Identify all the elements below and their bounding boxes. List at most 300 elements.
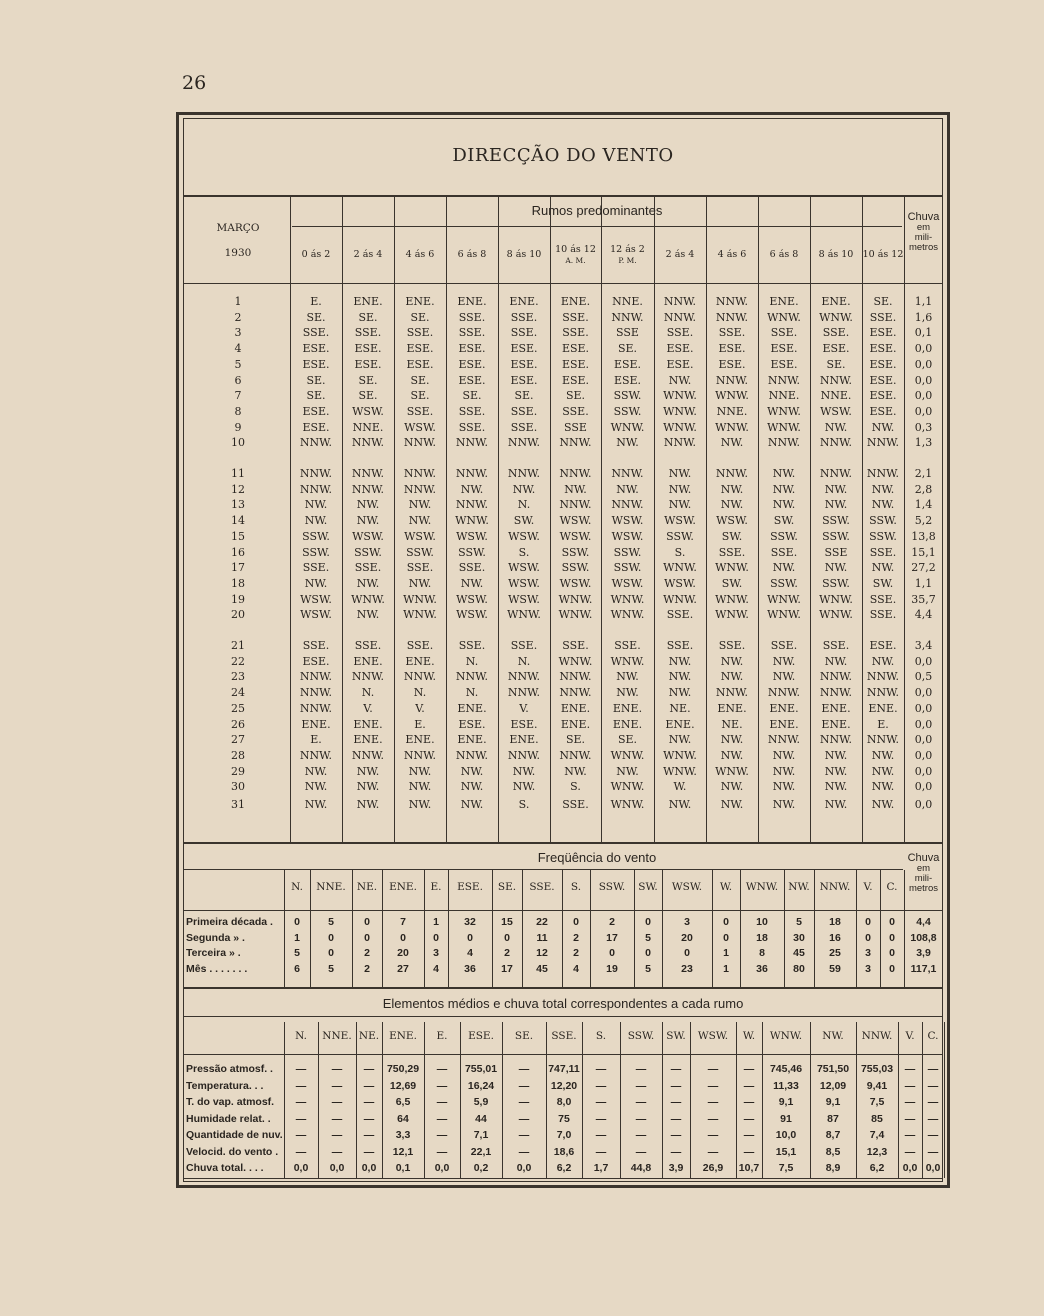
- wind-direction-cell: SSE.: [718, 639, 746, 652]
- wind-direction-cell: NW.: [720, 780, 744, 794]
- wind-direction-cell: NW.: [408, 764, 432, 778]
- wind-direction-cell: NW.: [304, 514, 328, 528]
- day-number: 24: [231, 686, 245, 700]
- wind-direction-cell: SE.: [410, 389, 430, 403]
- wind-direction-cell: SSW.: [406, 545, 434, 559]
- elements-cell: —: [743, 1096, 755, 1108]
- elements-cell: 75: [558, 1112, 570, 1125]
- wind-direction-cell: SSE.: [718, 326, 746, 340]
- wind-direction-cell: ENE.: [717, 701, 747, 715]
- frequency-column-header: ENE.: [389, 881, 417, 893]
- elements-cell: —: [670, 1129, 682, 1141]
- wind-direction-cell: SE.: [565, 389, 586, 403]
- elements-row-label: Temperatura. . .: [186, 1079, 264, 1092]
- wind-direction-cell: S.: [674, 545, 686, 559]
- wind-direction-cell: NW.: [871, 798, 895, 811]
- wind-direction-cell: NW.: [871, 654, 895, 668]
- wind-direction-cell: NNW.: [559, 670, 592, 684]
- wind-direction-cell: SSE.: [770, 326, 798, 340]
- rain-cell: 5,2: [914, 514, 933, 528]
- elements-cell: 12,69: [389, 1079, 417, 1092]
- wind-direction-cell: NW.: [512, 482, 536, 496]
- wind-direction-cell: S.: [518, 545, 530, 559]
- wind-direction-cell: WSW.: [508, 529, 540, 543]
- frequency-cell: 2: [364, 962, 370, 975]
- wind-direction-cell: ENE.: [769, 295, 799, 308]
- wind-direction-cell: NNW.: [866, 467, 900, 480]
- frequency-cell: 5: [796, 916, 802, 928]
- wind-direction-cell: NNW.: [559, 748, 592, 762]
- elements-column-header: SE.: [514, 1030, 534, 1042]
- wind-direction-cell: SSE.: [562, 639, 589, 652]
- freq-bottom-rule: [183, 987, 943, 989]
- wind-direction-cell: SSE.: [406, 639, 434, 652]
- frequency-column-header: ESE.: [457, 881, 483, 893]
- frequency-column-header: NNE.: [316, 881, 346, 893]
- day-number: 15: [231, 529, 245, 543]
- wind-direction-cell: SE.: [306, 373, 326, 387]
- wind-direction-cell: WNW.: [610, 592, 645, 606]
- day-number: 8: [234, 404, 242, 418]
- wind-direction-cell: SSE.: [302, 561, 330, 575]
- wind-direction-cell: NW.: [668, 498, 692, 512]
- wind-direction-cell: NNW.: [299, 686, 333, 700]
- elements-cell: —: [363, 1112, 375, 1125]
- wind-direction-cell: NW.: [720, 748, 744, 762]
- elements-cell: 8,5: [825, 1145, 841, 1158]
- frequency-column-header: WNW.: [745, 881, 779, 893]
- elem-header-rule: [183, 1054, 943, 1055]
- wind-direction-cell: ENE.: [457, 733, 487, 747]
- rain-cell: 15,1: [911, 545, 936, 559]
- day-number: 30: [231, 780, 245, 794]
- frequency-cell: 4: [467, 947, 473, 959]
- frequency-cell: 18: [756, 931, 768, 944]
- elements-cell: —: [635, 1129, 647, 1141]
- elements-cell: —: [927, 1129, 939, 1141]
- frequency-row-label: Segunda » .: [186, 931, 245, 944]
- frequency-cell: 3: [865, 962, 871, 975]
- elements-cell: 7,1: [473, 1129, 489, 1141]
- wind-direction-cell: ESE.: [770, 357, 798, 371]
- elements-cell: —: [295, 1112, 307, 1125]
- elements-column-header: WSW.: [697, 1030, 729, 1042]
- wind-direction-cell: WNW.: [767, 420, 801, 434]
- wind-direction-cell: ESE.: [718, 357, 746, 371]
- wind-direction-cell: ENE.: [560, 701, 591, 715]
- wind-direction-cell: WNW.: [610, 608, 645, 622]
- wind-direction-cell: NW.: [356, 798, 380, 811]
- frequency-cell: 5: [328, 916, 334, 928]
- wind-direction-cell: SSE.: [458, 404, 486, 418]
- wind-direction-cell: ESE.: [869, 389, 897, 403]
- elements-cell: 7,5: [778, 1162, 794, 1174]
- wind-direction-cell: NNW.: [299, 670, 333, 684]
- elements-column-header: ESE.: [468, 1030, 494, 1042]
- day-number: 18: [231, 576, 245, 590]
- wind-direction-cell: ENE.: [769, 701, 799, 715]
- elements-cell: —: [707, 1112, 719, 1125]
- elements-cell: 64: [397, 1112, 409, 1125]
- wind-direction-cell: NW.: [824, 780, 848, 794]
- wind-direction-cell: WNW.: [507, 608, 541, 622]
- elements-cell: —: [595, 1063, 607, 1075]
- day-number: 20: [231, 608, 245, 622]
- frequency-column-header: SW.: [638, 881, 658, 893]
- rain-cell: 0,0: [914, 780, 933, 794]
- wind-direction-cell: NW.: [408, 798, 432, 811]
- wind-direction-cell: N.: [413, 686, 427, 700]
- elements-cell: 7,4: [869, 1129, 885, 1141]
- wind-direction-cell: NW.: [772, 498, 796, 512]
- frequency-cell: 2: [504, 947, 510, 959]
- wind-direction-cell: WNW.: [715, 420, 749, 434]
- wind-direction-cell: SSE.: [869, 310, 897, 324]
- elements-cell: 9,1: [778, 1096, 794, 1108]
- day-number: 5: [234, 357, 242, 371]
- elements-cell: —: [927, 1063, 939, 1075]
- elements-cell: 0,0: [361, 1162, 377, 1174]
- wind-direction-cell: NNW.: [403, 436, 437, 450]
- wind-direction-cell: WNW.: [558, 608, 593, 622]
- hour-header: 4 ás 6: [717, 249, 747, 260]
- elements-cell: —: [904, 1112, 916, 1125]
- wind-direction-cell: WSW.: [456, 608, 488, 622]
- wind-direction-cell: ENE.: [353, 654, 383, 668]
- rain-cell: 0,0: [914, 389, 933, 403]
- wind-direction-cell: NW.: [668, 482, 692, 496]
- wind-direction-cell: SE.: [358, 310, 378, 324]
- wind-direction-cell: NW.: [668, 670, 692, 684]
- wind-direction-cell: NW.: [720, 436, 744, 450]
- wind-direction-cell: NNW.: [819, 686, 853, 700]
- elements-cell: 10,7: [738, 1162, 760, 1174]
- elements-cell: —: [363, 1096, 375, 1108]
- elements-cell: —: [518, 1079, 530, 1092]
- wind-direction-cell: ESE.: [510, 373, 538, 387]
- elements-cell: —: [904, 1079, 916, 1092]
- wind-direction-cell: NW.: [408, 576, 432, 590]
- hour-header: 8 ás 10: [818, 249, 854, 260]
- wind-direction-cell: ENE.: [301, 717, 331, 731]
- wind-direction-cell: E.: [310, 295, 322, 308]
- wind-direction-cell: SSE.: [302, 639, 330, 652]
- elements-cell: —: [363, 1145, 375, 1158]
- wind-direction-cell: E.: [877, 717, 889, 731]
- elements-cell: —: [743, 1063, 755, 1075]
- elements-cell: —: [518, 1096, 530, 1108]
- wind-direction-cell: NW.: [564, 764, 587, 778]
- wind-direction-cell: NNW.: [663, 295, 697, 308]
- wind-direction-cell: NNW.: [559, 498, 592, 512]
- elements-cell: —: [436, 1096, 448, 1108]
- elements-cell: —: [670, 1112, 682, 1125]
- wind-direction-cell: ENE.: [457, 701, 487, 715]
- frequency-column-header: W.: [719, 881, 733, 893]
- wind-direction-cell: SSE.: [666, 608, 694, 622]
- wind-direction-cell: NNW.: [663, 310, 697, 324]
- elements-cell: —: [518, 1145, 530, 1158]
- wind-direction-cell: NNW.: [767, 436, 801, 450]
- wind-direction-cell: NNW.: [715, 467, 749, 480]
- wind-direction-cell: NW.: [824, 764, 848, 778]
- rain-cell: 0,0: [914, 798, 933, 811]
- wind-direction-cell: SSW.: [302, 545, 330, 559]
- wind-direction-cell: WNW.: [455, 514, 489, 528]
- rain-cell: 0,0: [914, 342, 933, 356]
- elements-cell: —: [927, 1079, 939, 1092]
- wind-direction-cell: ENE.: [821, 295, 851, 308]
- frequency-cell: 17: [501, 962, 513, 975]
- wind-direction-cell: NE.: [721, 717, 743, 731]
- wind-direction-cell: ESE.: [561, 373, 590, 387]
- wind-direction-cell: SSE.: [562, 798, 589, 811]
- wind-direction-cell: NW.: [720, 798, 744, 811]
- frequency-row-label: Mês . . . . . . .: [186, 962, 248, 975]
- elements-cell: 751,50: [816, 1063, 850, 1075]
- elem-bottom-rule: [183, 1178, 943, 1179]
- wind-direction-cell: ESE.: [302, 420, 330, 434]
- elements-cell: —: [707, 1145, 719, 1158]
- hour-header: P. M.: [618, 256, 637, 265]
- wind-direction-cell: NW.: [304, 498, 328, 512]
- frequency-cell: 0: [364, 931, 370, 944]
- elements-cell: 0,0: [902, 1162, 918, 1174]
- frequency-column-header: N.: [291, 881, 303, 893]
- wind-direction-cell: NW.: [512, 764, 536, 778]
- wind-direction-cell: NNW.: [455, 498, 489, 512]
- rain-cell: 0,0: [914, 654, 933, 668]
- wind-direction-cell: WNW.: [715, 608, 749, 622]
- wind-direction-cell: ESE.: [302, 404, 330, 418]
- wind-direction-cell: NNW.: [455, 467, 489, 480]
- frequency-cell: 0: [328, 931, 334, 944]
- wind-direction-cell: NW.: [356, 576, 380, 590]
- frequency-cell: 27: [397, 962, 409, 975]
- wind-direction-cell: ENE.: [612, 717, 643, 731]
- rain-cell: 1,3: [914, 436, 933, 450]
- frequency-cell: 2: [573, 931, 579, 944]
- wind-direction-cell: NW.: [772, 764, 796, 778]
- wind-direction-cell: SSE.: [869, 545, 897, 559]
- wind-direction-cell: NW.: [824, 498, 848, 512]
- elements-cell: —: [518, 1112, 530, 1125]
- frequency-cell: 80: [793, 962, 805, 975]
- wind-direction-cell: NW.: [616, 670, 639, 684]
- day-number: 3: [234, 326, 242, 340]
- wind-direction-cell: NW.: [871, 420, 895, 434]
- wind-direction-cell: ESE.: [302, 654, 330, 668]
- elements-cell: 3,9: [668, 1162, 684, 1174]
- elements-cell: —: [743, 1145, 755, 1158]
- elements-cell: —: [518, 1063, 530, 1075]
- wind-direction-cell: SW.: [872, 576, 894, 590]
- wind-direction-cell: NW.: [460, 482, 484, 496]
- wind-direction-cell: SSE.: [614, 639, 641, 652]
- frequency-column-header: E.: [430, 881, 442, 893]
- day-number: 14: [231, 514, 245, 528]
- rain-header-line: em: [916, 863, 931, 874]
- wind-direction-cell: SSE.: [510, 326, 538, 340]
- wind-direction-cell: SSW.: [613, 389, 642, 403]
- wind-direction-cell: WSW.: [456, 529, 488, 543]
- elements-cell: 44,8: [630, 1162, 652, 1174]
- wind-direction-cell: SSE.: [510, 310, 538, 324]
- frequency-cell: 45: [793, 947, 805, 959]
- wind-direction-cell: WNW.: [715, 389, 749, 403]
- wind-direction-cell: WNW.: [715, 592, 749, 606]
- day-number: 10: [231, 436, 245, 450]
- wind-direction-cell: NNW.: [455, 436, 489, 450]
- wind-direction-cell: SE.: [617, 733, 638, 747]
- wind-direction-cell: SSW.: [613, 404, 642, 418]
- rain-cell: 0,3: [914, 420, 933, 434]
- wind-direction-cell: NNE.: [820, 389, 852, 403]
- wind-direction-cell: WNW.: [767, 608, 801, 622]
- wind-direction-cell: ENE.: [457, 295, 487, 308]
- rain-cell: 0,5: [914, 670, 933, 684]
- wind-direction-cell: SE.: [462, 389, 482, 403]
- wind-direction-cell: SE.: [410, 373, 430, 387]
- wind-direction-cell: SSE.: [770, 639, 798, 652]
- frequency-title: Freqüência do vento: [537, 850, 657, 865]
- frequency-cell: 0: [889, 931, 895, 944]
- wind-direction-cell: SSE.: [822, 326, 850, 340]
- wind-direction-cell: NNW.: [715, 686, 749, 700]
- wind-direction-cell: ESE.: [770, 342, 798, 356]
- wind-direction-cell: WSW.: [559, 529, 592, 543]
- elements-cell: —: [331, 1063, 343, 1075]
- wind-direction-cell: NNW.: [455, 670, 489, 684]
- rain-header-line: metros: [908, 242, 939, 253]
- wind-direction-cell: SSE.: [458, 310, 486, 324]
- frequency-cell: 2: [364, 947, 370, 959]
- day-number: 9: [234, 420, 242, 434]
- wind-direction-cell: SSE.: [822, 639, 850, 652]
- wind-direction-cell: WNW.: [351, 592, 385, 606]
- year-label: 1930: [224, 247, 252, 259]
- hour-header: 10 ás 12: [862, 249, 904, 260]
- elements-column-header: ENE.: [389, 1030, 417, 1042]
- wind-direction-cell: NNW.: [767, 686, 801, 700]
- frequency-cell: 18: [829, 916, 841, 928]
- wind-direction-cell: SSE.: [869, 592, 897, 606]
- frequency-cell: 0: [433, 931, 439, 944]
- day-number: 28: [231, 748, 245, 762]
- frequency-column-header: NNW.: [819, 881, 851, 893]
- frequency-cell: 59: [829, 962, 841, 975]
- elements-row-label: Pressão atmosf. .: [186, 1063, 273, 1075]
- wind-direction-cell: NNW.: [507, 670, 541, 684]
- wind-direction-cell: NW.: [356, 764, 380, 778]
- wind-direction-cell: WSW.: [611, 576, 644, 590]
- wind-direction-cell: WNW.: [715, 561, 749, 575]
- wind-direction-cell: ENE.: [509, 733, 539, 747]
- elements-cell: —: [635, 1112, 647, 1125]
- wind-direction-cell: ESE.: [869, 404, 897, 418]
- rain-cell: 35,7: [911, 592, 936, 606]
- wind-direction-cell: ENE.: [353, 295, 383, 308]
- rain-cell: 0,0: [914, 717, 933, 731]
- wind-direction-cell: NNW.: [299, 436, 333, 450]
- wind-direction-cell: SSW.: [666, 529, 694, 543]
- wind-direction-cell: WSW.: [404, 529, 436, 543]
- elements-column-header: NNW.: [861, 1030, 893, 1042]
- wind-direction-cell: SSE.: [458, 561, 486, 575]
- elements-cell: 0,0: [516, 1162, 532, 1174]
- wind-direction-cell: NNW.: [819, 467, 853, 480]
- wind-direction-cell: SSE.: [562, 310, 589, 324]
- wind-direction-cell: NW.: [720, 498, 744, 512]
- wind-direction-cell: SSE.: [770, 545, 798, 559]
- wind-direction-cell: ENE.: [560, 717, 591, 731]
- wind-direction-cell: NW.: [668, 798, 692, 811]
- wind-direction-cell: NNW.: [819, 670, 853, 684]
- wind-direction-cell: WNW.: [663, 389, 697, 403]
- frequency-cell: 6: [294, 962, 300, 975]
- elements-cell: 6,2: [556, 1162, 572, 1174]
- elements-cell: 0,1: [395, 1162, 411, 1174]
- wind-direction-cell: NNW.: [455, 748, 489, 762]
- frequency-cell: 0: [684, 947, 690, 959]
- wind-direction-cell: NW.: [408, 780, 432, 794]
- frequency-column-header: SSW.: [598, 881, 626, 893]
- wind-direction-cell: SW.: [721, 576, 743, 590]
- hour-header: 10 ás 12: [555, 244, 596, 255]
- elements-column-header: E.: [436, 1030, 448, 1042]
- wind-direction-cell: NW.: [460, 798, 484, 811]
- wind-direction-cell: NW.: [772, 798, 796, 811]
- wind-direction-cell: NNW.: [767, 733, 801, 747]
- rain-cell: 0,0: [914, 686, 933, 700]
- elements-column-header: V.: [905, 1030, 915, 1042]
- wind-direction-cell: SSW.: [770, 576, 798, 590]
- frequency-cell: 0: [645, 947, 651, 959]
- wind-direction-cell: NNW.: [299, 467, 333, 480]
- wind-direction-cell: SE.: [306, 310, 326, 324]
- frequency-column-header: S.: [570, 881, 582, 893]
- wind-direction-cell: SSW.: [869, 529, 897, 543]
- wind-direction-cell: ESE.: [718, 342, 746, 356]
- elements-cell: —: [743, 1112, 755, 1125]
- rain-cell: 0,0: [914, 701, 933, 715]
- elements-cell: 7,0: [556, 1129, 572, 1141]
- elements-cell: —: [436, 1145, 448, 1158]
- frequency-column-header: SSE.: [529, 881, 555, 893]
- wind-direction-cell: ESE.: [302, 342, 330, 356]
- elements-cell: 8,9: [825, 1162, 841, 1174]
- wind-direction-cell: E.: [414, 717, 426, 731]
- wind-direction-cell: WNW.: [767, 592, 801, 606]
- wind-direction-cell: ENE.: [353, 733, 383, 747]
- hour-header: 2 ás 4: [353, 249, 383, 260]
- wind-direction-cell: NW.: [720, 733, 744, 747]
- wind-direction-cell: WNW.: [819, 310, 853, 324]
- day-number: 21: [231, 639, 245, 652]
- frequency-cell: 0: [364, 916, 370, 928]
- frequency-cell: 5: [294, 947, 300, 959]
- frequency-rain-cell: 4,4: [916, 916, 931, 928]
- elements-row-label: Quantidade de nuv.: [186, 1129, 283, 1141]
- elements-cell: —: [707, 1079, 719, 1092]
- wind-direction-cell: ESE.: [510, 717, 538, 731]
- rain-cell: 0,0: [914, 404, 933, 418]
- wind-direction-cell: WSW.: [508, 576, 540, 590]
- frequency-cell: 0: [865, 931, 871, 944]
- wind-direction-cell: NNW.: [403, 482, 437, 496]
- frequency-cell: 20: [397, 947, 409, 959]
- wind-direction-cell: SSE.: [406, 561, 434, 575]
